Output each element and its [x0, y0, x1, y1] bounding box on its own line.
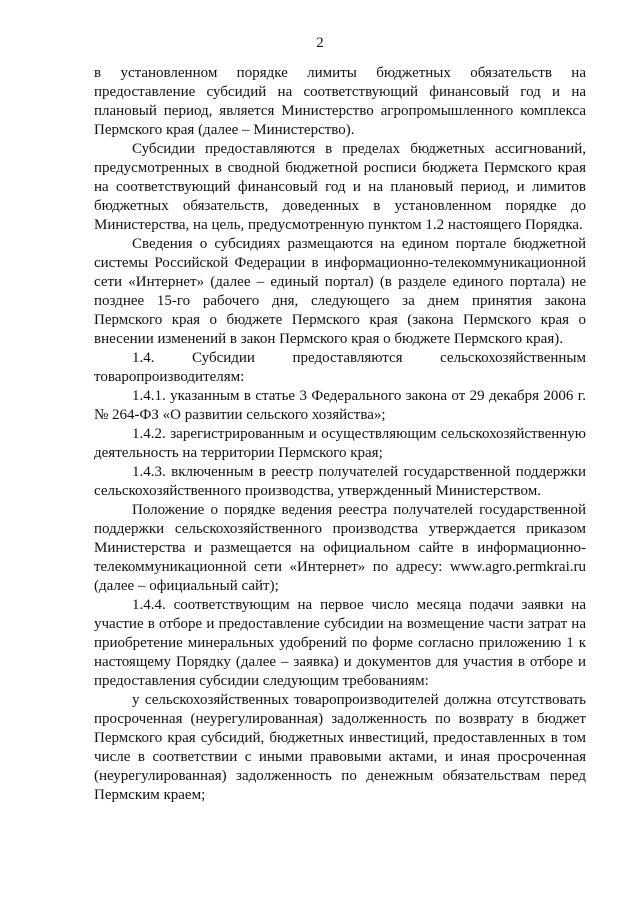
- paragraph: Положение о порядке ведения реестра получателей государственной поддержки сельскохозяйственного производства утверждается приказом Министерства и размещается на официальном сайте в информационно-телекоммуникационной сети «Интернет» по адресу: www.agro.permkrai.ru (далее – официальный сайт);: [94, 502, 586, 594]
- paragraph: в установленном порядке лимиты бюджетных обязательств на предоставление субсидий на соответствующий финансовый год и на плановый период, является Министерство агропромышленного комплекса Пермского края (далее – Министерство).: [94, 65, 586, 138]
- paragraph: у сельскохозяйственных товаропроизводителей должна отсутствовать просроченная (неурегулированная) задолженность по возврату в бюджет Пермского края субсидий, бюджетных инвестиций, предоставленных в том числе в соответствии с иными правовыми актами, и иная просроченная (неурегулированная) задолженность по денежным обязательствам перед Пермским краем;: [94, 692, 586, 803]
- paragraph: Субсидии предоставляются в пределах бюджетных ассигнований, предусмотренных в сводной бюджетной росписи бюджета Пермского края на соответствующий финансовый год и на плановый период, и лимитов бюджетных обязательств, доведенных в установленном порядке до Министерства, на цель, предусмотренную пунктом 1.2 настоящего Порядка.: [94, 141, 586, 233]
- document-body: [94, 64, 586, 805]
- paragraph-item-1-4-3: 1.4.3. включенным в реестр получателей государственной поддержки сельскохозяйственного производства, утвержденный Министерством.: [94, 464, 586, 499]
- page-number: 2: [316, 35, 324, 51]
- paragraph-section-1-4: 1.4. Субсидии предоставляются сельскохозяйственным товаропроизводителям:: [94, 350, 586, 385]
- paragraph: Сведения о субсидиях размещаются на едином портале бюджетной системы Российской Федерации в информационно-телекоммуникационной сети «Интернет» (далее – единый портал) (в разделе единого портала) не позднее 15-го рабочего дня, следующего за днем принятия закона Пермского края о бюджете Пермского края (закона Пермского края о внесении изменений в закон Пермского края о бюджете Пермского края).: [94, 236, 586, 347]
- paragraph-item-1-4-2: 1.4.2. зарегистрированным и осуществляющим сельскохозяйственную деятельность на территории Пермского края;: [94, 426, 586, 461]
- paragraph-item-1-4-1: 1.4.1. указанным в статье 3 Федерального закона от 29 декабря 2006 г. № 264-ФЗ «О развитии сельского хозяйства»;: [94, 388, 586, 423]
- paragraph-item-1-4-4: 1.4.4. соответствующим на первое число месяца подачи заявки на участие в отборе и предоставление субсидии на возмещение части затрат на приобретение минеральных удобрений по форме согласно приложению 1 к настоящему Порядку (далее – заявка) и документов для участия в отборе и предоставления субсидии следующим требованиям:: [94, 597, 586, 689]
